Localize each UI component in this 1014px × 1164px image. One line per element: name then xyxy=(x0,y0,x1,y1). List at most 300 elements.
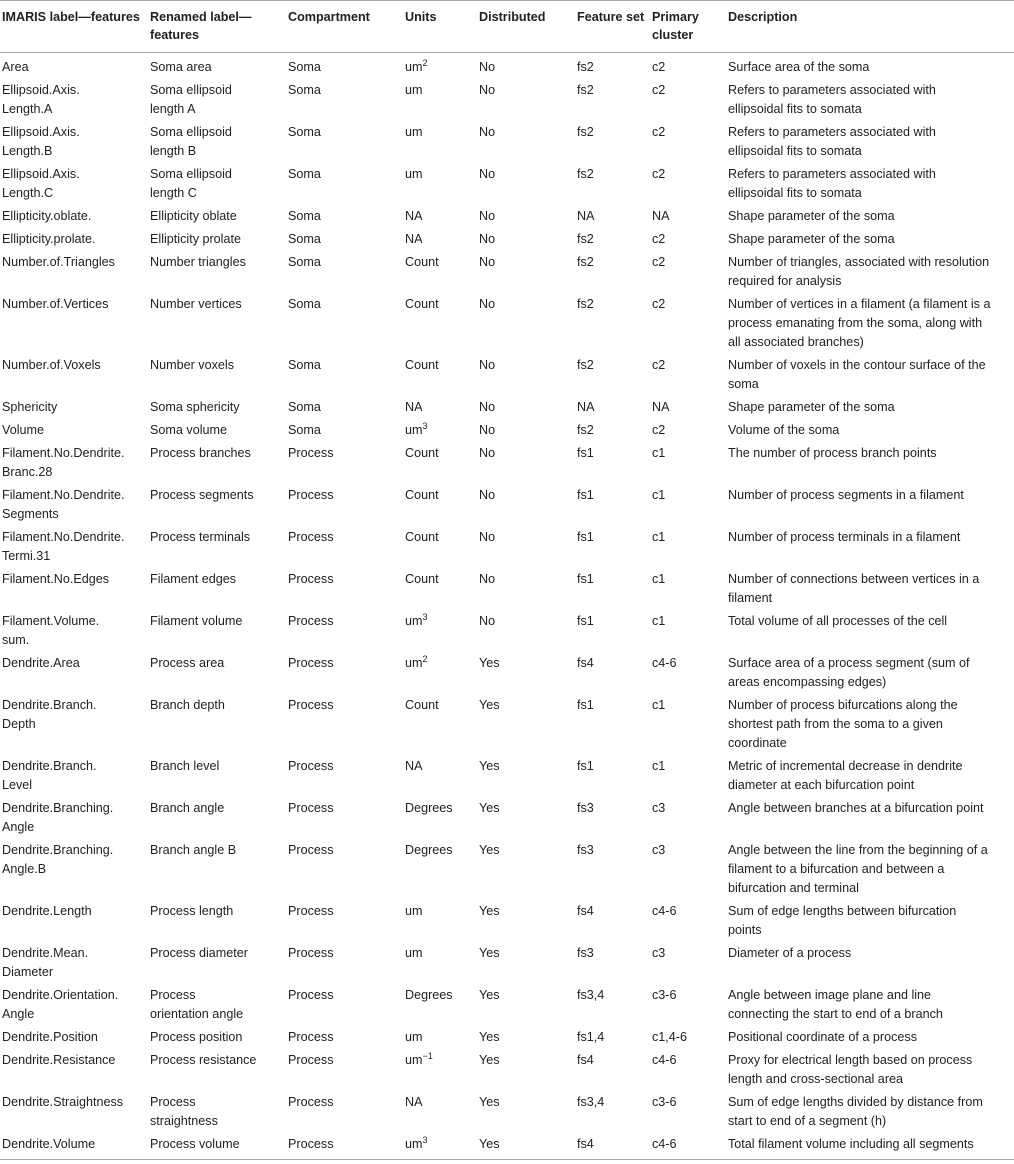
cell-feature-set xyxy=(575,1091,650,1133)
cell-text: Process resistance xyxy=(150,1053,257,1067)
cell-text: fs1 xyxy=(577,698,594,712)
cell-text: Dendrite.Mean. Diameter xyxy=(2,946,89,979)
cell-text: Soma xyxy=(288,297,321,311)
cell-text: c4-6 xyxy=(652,1053,677,1067)
cell-renamed-label xyxy=(148,79,286,121)
cell-primary-cluster xyxy=(650,293,726,354)
unit-base: Count xyxy=(405,358,439,372)
cell-text: Sum of edge lengths divided by distance from start to end of a segment (h) xyxy=(728,1095,983,1128)
cell-text: No xyxy=(479,167,496,181)
cell-primary-cluster xyxy=(650,228,726,251)
cell-text: Number of process segments in a filament xyxy=(728,488,964,502)
cell-text: Process xyxy=(288,614,334,628)
cell-text: Number.of.Triangles xyxy=(2,255,115,269)
unit-base: um xyxy=(405,946,423,960)
table-row xyxy=(0,163,1014,205)
cell-text: Branch angle xyxy=(150,801,225,815)
cell-text: No xyxy=(479,423,496,437)
cell-text: Process diameter xyxy=(150,946,248,960)
cell-units xyxy=(403,900,477,942)
cell-text: Filament edges xyxy=(150,572,237,586)
cell-renamed-label xyxy=(148,797,286,839)
cell-text: Process xyxy=(288,656,334,670)
cell-text: Number triangles xyxy=(150,255,246,269)
cell-text: Ellipticity oblate xyxy=(150,209,237,223)
cell-text: Filament.No.Edges xyxy=(2,572,110,586)
table-row xyxy=(0,1091,1014,1133)
cell-text: Dendrite.Volume xyxy=(2,1137,96,1151)
cell-distributed xyxy=(477,900,575,942)
unit-base: um xyxy=(405,83,423,97)
cell-description xyxy=(726,568,1014,610)
unit-base: um xyxy=(405,614,423,628)
cell-renamed-label xyxy=(148,419,286,442)
header-distributed xyxy=(477,1,575,53)
cell-compartment xyxy=(286,568,403,610)
cell-feature-set xyxy=(575,984,650,1026)
cell-text: c3-6 xyxy=(652,988,677,1002)
cell-description xyxy=(726,610,1014,652)
cell-text: Shape parameter of the soma xyxy=(728,232,895,246)
cell-imaris-label xyxy=(0,251,148,293)
unit-exponent: 3 xyxy=(422,612,428,622)
cell-distributed xyxy=(477,526,575,568)
cell-compartment xyxy=(286,1133,403,1160)
cell-units xyxy=(403,984,477,1026)
cell-text: Soma xyxy=(288,358,321,372)
cell-text: No xyxy=(479,60,496,74)
cell-description xyxy=(726,1133,1014,1160)
cell-text: Process volume xyxy=(150,1137,240,1151)
cell-feature-set xyxy=(575,839,650,900)
cell-primary-cluster xyxy=(650,755,726,797)
cell-text: No xyxy=(479,83,496,97)
cell-description xyxy=(726,694,1014,755)
table-row xyxy=(0,1026,1014,1049)
cell-text: Shape parameter of the soma xyxy=(728,209,895,223)
cell-description xyxy=(726,900,1014,942)
cell-text: Process xyxy=(288,904,334,918)
unit-base: Count xyxy=(405,446,439,460)
cell-text: Dendrite.Branching. Angle xyxy=(2,801,114,834)
cell-text: Process xyxy=(288,1095,334,1109)
cell-primary-cluster xyxy=(650,442,726,484)
cell-text: Yes xyxy=(479,904,500,918)
cell-text: Process xyxy=(288,1053,334,1067)
cell-text: Filament.No.Dendrite. Segments xyxy=(2,488,125,521)
cell-feature-set xyxy=(575,568,650,610)
table-row xyxy=(0,942,1014,984)
cell-renamed-label xyxy=(148,652,286,694)
cell-description xyxy=(726,354,1014,396)
cell-primary-cluster xyxy=(650,1049,726,1091)
cell-description xyxy=(726,652,1014,694)
cell-text: Dendrite.Straightness xyxy=(2,1095,124,1109)
cell-text: Branch depth xyxy=(150,698,225,712)
table-row xyxy=(0,797,1014,839)
cell-primary-cluster xyxy=(650,797,726,839)
cell-text: Soma xyxy=(288,167,321,181)
cell-text: fs1 xyxy=(577,614,594,628)
cell-renamed-label xyxy=(148,442,286,484)
cell-text: Soma ellipsoid length B xyxy=(150,125,232,158)
cell-compartment xyxy=(286,484,403,526)
cell-units xyxy=(403,797,477,839)
unit-base: um xyxy=(405,1137,423,1151)
cell-compartment xyxy=(286,354,403,396)
cell-units xyxy=(403,396,477,419)
cell-text: Ellipsoid.Axis. Length.C xyxy=(2,167,80,200)
cell-distributed xyxy=(477,984,575,1026)
cell-imaris-label xyxy=(0,694,148,755)
cell-text: c3 xyxy=(652,946,666,960)
cell-units xyxy=(403,251,477,293)
cell-text: No xyxy=(479,572,496,586)
cell-primary-cluster xyxy=(650,419,726,442)
cell-primary-cluster xyxy=(650,1133,726,1160)
cell-feature-set xyxy=(575,1133,650,1160)
cell-description xyxy=(726,79,1014,121)
cell-description xyxy=(726,228,1014,251)
cell-text: Soma xyxy=(288,83,321,97)
table-row xyxy=(0,354,1014,396)
table-row xyxy=(0,900,1014,942)
cell-primary-cluster xyxy=(650,163,726,205)
cell-imaris-label xyxy=(0,163,148,205)
cell-distributed xyxy=(477,610,575,652)
unit-base: Count xyxy=(405,297,439,311)
table-row xyxy=(0,984,1014,1026)
cell-imaris-label xyxy=(0,526,148,568)
header-imaris-label xyxy=(0,1,148,53)
cell-imaris-label xyxy=(0,652,148,694)
cell-text: Surface area of the soma xyxy=(728,60,870,74)
cell-feature-set xyxy=(575,396,650,419)
cell-distributed xyxy=(477,419,575,442)
cell-text: Number.of.Vertices xyxy=(2,297,109,311)
cell-text: Ellipsoid.Axis. Length.B xyxy=(2,125,80,158)
cell-text: Angle between branches at a bifurcation point xyxy=(728,801,984,815)
unit-base: um xyxy=(405,167,423,181)
cell-distributed xyxy=(477,1091,575,1133)
cell-text: Yes xyxy=(479,759,500,773)
cell-primary-cluster xyxy=(650,984,726,1026)
cell-renamed-label xyxy=(148,396,286,419)
table-row xyxy=(0,205,1014,228)
cell-text: Soma xyxy=(288,125,321,139)
cell-renamed-label xyxy=(148,984,286,1026)
table-row xyxy=(0,526,1014,568)
cell-imaris-label xyxy=(0,900,148,942)
cell-text: c1,4-6 xyxy=(652,1030,688,1044)
cell-distributed xyxy=(477,121,575,163)
cell-feature-set xyxy=(575,205,650,228)
cell-distributed xyxy=(477,484,575,526)
cell-text: Sphericity xyxy=(2,400,58,414)
cell-text: Number vertices xyxy=(150,297,242,311)
header-text: Compartment xyxy=(288,10,370,24)
cell-primary-cluster xyxy=(650,652,726,694)
cell-primary-cluster xyxy=(650,942,726,984)
cell-text: fs3 xyxy=(577,801,594,815)
cell-compartment xyxy=(286,121,403,163)
cell-text: c1 xyxy=(652,572,666,586)
cell-text: Number of voxels in the contour surface of the soma xyxy=(728,358,986,391)
cell-feature-set xyxy=(575,1049,650,1091)
header-text: Description xyxy=(728,10,798,24)
cell-text: No xyxy=(479,209,496,223)
cell-primary-cluster xyxy=(650,79,726,121)
cell-text: No xyxy=(479,488,496,502)
cell-text: Process segments xyxy=(150,488,254,502)
cell-units xyxy=(403,419,477,442)
cell-text: Ellipticity prolate xyxy=(150,232,241,246)
cell-feature-set xyxy=(575,610,650,652)
header-description xyxy=(726,1,1014,53)
header-units xyxy=(403,1,477,53)
cell-primary-cluster xyxy=(650,354,726,396)
cell-text: fs2 xyxy=(577,167,594,181)
cell-units xyxy=(403,205,477,228)
cell-text: fs3,4 xyxy=(577,988,605,1002)
cell-text: NA xyxy=(577,400,595,414)
cell-imaris-label xyxy=(0,839,148,900)
cell-text: No xyxy=(479,358,496,372)
cell-text: Angle between the line from the beginning of a filament to a bifurcation and between a bifurcation and terminal xyxy=(728,843,988,895)
unit-base: Count xyxy=(405,698,439,712)
cell-text: Total volume of all processes of the cell xyxy=(728,614,948,628)
cell-units xyxy=(403,442,477,484)
cell-text: Soma xyxy=(288,232,321,246)
unit-base: Count xyxy=(405,255,439,269)
cell-text: Soma xyxy=(288,255,321,269)
cell-text: c4-6 xyxy=(652,904,677,918)
cell-text: c1 xyxy=(652,614,666,628)
cell-feature-set xyxy=(575,442,650,484)
cell-description xyxy=(726,839,1014,900)
cell-feature-set xyxy=(575,1026,650,1049)
cell-text: fs2 xyxy=(577,60,594,74)
header-text: IMARIS label—features xyxy=(2,10,140,24)
cell-description xyxy=(726,419,1014,442)
cell-description xyxy=(726,205,1014,228)
table-row xyxy=(0,1049,1014,1091)
cell-compartment xyxy=(286,419,403,442)
cell-compartment xyxy=(286,442,403,484)
cell-compartment xyxy=(286,53,403,80)
cell-text: Yes xyxy=(479,1137,500,1151)
cell-renamed-label xyxy=(148,1133,286,1160)
cell-primary-cluster xyxy=(650,839,726,900)
header-text: Distributed xyxy=(479,10,546,24)
cell-text: Volume of the soma xyxy=(728,423,840,437)
cell-renamed-label xyxy=(148,694,286,755)
unit-exponent: 3 xyxy=(422,421,428,431)
cell-feature-set xyxy=(575,163,650,205)
cell-imaris-label xyxy=(0,1049,148,1091)
cell-text: fs3 xyxy=(577,843,594,857)
cell-compartment xyxy=(286,526,403,568)
cell-text: Ellipticity.prolate. xyxy=(2,232,96,246)
header-row xyxy=(0,1,1014,53)
cell-renamed-label xyxy=(148,484,286,526)
cell-feature-set xyxy=(575,251,650,293)
cell-compartment xyxy=(286,610,403,652)
cell-units xyxy=(403,839,477,900)
cell-renamed-label xyxy=(148,900,286,942)
cell-text: Process branches xyxy=(150,446,251,460)
cell-feature-set xyxy=(575,694,650,755)
cell-feature-set xyxy=(575,797,650,839)
cell-distributed xyxy=(477,652,575,694)
cell-distributed xyxy=(477,228,575,251)
cell-primary-cluster xyxy=(650,900,726,942)
header-text: Renamed label—features xyxy=(150,10,252,42)
unit-base: um xyxy=(405,423,423,437)
cell-text: Dendrite.Length xyxy=(2,904,92,918)
table-row xyxy=(0,53,1014,80)
cell-text: Metric of incremental decrease in dendrite diameter at each bifurcation point xyxy=(728,759,963,792)
cell-compartment xyxy=(286,942,403,984)
cell-text: fs4 xyxy=(577,1137,594,1151)
cell-text: No xyxy=(479,614,496,628)
cell-units xyxy=(403,53,477,80)
cell-compartment xyxy=(286,900,403,942)
cell-text: Diameter of a process xyxy=(728,946,852,960)
cell-text: Number of process terminals in a filament xyxy=(728,530,961,544)
cell-text: c4-6 xyxy=(652,1137,677,1151)
unit-base: um xyxy=(405,656,423,670)
cell-feature-set xyxy=(575,484,650,526)
cell-text: Total filament volume including all segments xyxy=(728,1137,974,1151)
cell-text: c1 xyxy=(652,698,666,712)
cell-text: No xyxy=(479,255,496,269)
cell-units xyxy=(403,1091,477,1133)
table-row xyxy=(0,652,1014,694)
cell-text: Process xyxy=(288,759,334,773)
cell-feature-set xyxy=(575,652,650,694)
cell-compartment xyxy=(286,293,403,354)
cell-renamed-label xyxy=(148,839,286,900)
unit-base: NA xyxy=(405,232,423,246)
table-row xyxy=(0,121,1014,163)
cell-feature-set xyxy=(575,293,650,354)
cell-text: Process xyxy=(288,572,334,586)
header-text: Feature set xyxy=(577,10,645,24)
unit-base: Count xyxy=(405,572,439,586)
table-row xyxy=(0,568,1014,610)
table-row xyxy=(0,755,1014,797)
cell-feature-set xyxy=(575,53,650,80)
cell-compartment xyxy=(286,251,403,293)
cell-description xyxy=(726,526,1014,568)
unit-exponent: 2 xyxy=(422,654,428,664)
cell-units xyxy=(403,694,477,755)
cell-text: No xyxy=(479,446,496,460)
cell-imaris-label xyxy=(0,354,148,396)
cell-text: Process length xyxy=(150,904,234,918)
header-text: Units xyxy=(405,10,437,24)
cell-distributed xyxy=(477,1133,575,1160)
cell-primary-cluster xyxy=(650,121,726,163)
table-row xyxy=(0,484,1014,526)
cell-renamed-label xyxy=(148,610,286,652)
cell-renamed-label xyxy=(148,942,286,984)
cell-description xyxy=(726,755,1014,797)
cell-compartment xyxy=(286,984,403,1026)
cell-imaris-label xyxy=(0,205,148,228)
cell-compartment xyxy=(286,1026,403,1049)
cell-primary-cluster xyxy=(650,610,726,652)
cell-units xyxy=(403,1133,477,1160)
cell-text: Filament.No.Dendrite. Branc.28 xyxy=(2,446,125,479)
cell-text: Process terminals xyxy=(150,530,251,544)
cell-description xyxy=(726,293,1014,354)
cell-renamed-label xyxy=(148,228,286,251)
cell-imaris-label xyxy=(0,942,148,984)
cell-units xyxy=(403,652,477,694)
cell-description xyxy=(726,1026,1014,1049)
table-row xyxy=(0,396,1014,419)
cell-text: Soma xyxy=(288,400,321,414)
cell-imaris-label xyxy=(0,419,148,442)
cell-text: Ellipticity.oblate. xyxy=(2,209,92,223)
table-row xyxy=(0,293,1014,354)
cell-text: Dendrite.Orientation. Angle xyxy=(2,988,119,1021)
cell-text: Refers to parameters associated with ellipsoidal fits to somata xyxy=(728,167,936,200)
cell-text: Soma xyxy=(288,60,321,74)
unit-base: Count xyxy=(405,488,439,502)
table-body xyxy=(0,53,1014,1160)
unit-base: um xyxy=(405,60,423,74)
cell-text: fs1 xyxy=(577,488,594,502)
header-compartment xyxy=(286,1,403,53)
cell-distributed xyxy=(477,755,575,797)
cell-imaris-label xyxy=(0,396,148,419)
cell-description xyxy=(726,1049,1014,1091)
cell-description xyxy=(726,53,1014,80)
table-row xyxy=(0,694,1014,755)
cell-distributed xyxy=(477,1049,575,1091)
cell-description xyxy=(726,442,1014,484)
cell-distributed xyxy=(477,205,575,228)
cell-description xyxy=(726,121,1014,163)
cell-text: Surface area of a process segment (sum of areas encompassing edges) xyxy=(728,656,970,689)
header-renamed-label xyxy=(148,1,286,53)
cell-compartment xyxy=(286,396,403,419)
cell-description xyxy=(726,984,1014,1026)
cell-units xyxy=(403,228,477,251)
cell-text: fs1 xyxy=(577,446,594,460)
cell-text: Yes xyxy=(479,1030,500,1044)
cell-text: Number of vertices in a filament (a filament is a process emanating from the soma, along with all associated branches) xyxy=(728,297,991,349)
cell-text: Branch level xyxy=(150,759,220,773)
cell-units xyxy=(403,568,477,610)
cell-distributed xyxy=(477,79,575,121)
cell-text: c3 xyxy=(652,801,666,815)
cell-imaris-label xyxy=(0,755,148,797)
cell-units xyxy=(403,755,477,797)
cell-text: Positional coordinate of a process xyxy=(728,1030,918,1044)
unit-base: NA xyxy=(405,1095,423,1109)
cell-units xyxy=(403,1026,477,1049)
cell-text: Refers to parameters associated with ellipsoidal fits to somata xyxy=(728,125,936,158)
cell-primary-cluster xyxy=(650,396,726,419)
cell-description xyxy=(726,797,1014,839)
cell-text: Sum of edge lengths between bifurcation points xyxy=(728,904,957,937)
cell-units xyxy=(403,484,477,526)
unit-base: NA xyxy=(405,759,423,773)
